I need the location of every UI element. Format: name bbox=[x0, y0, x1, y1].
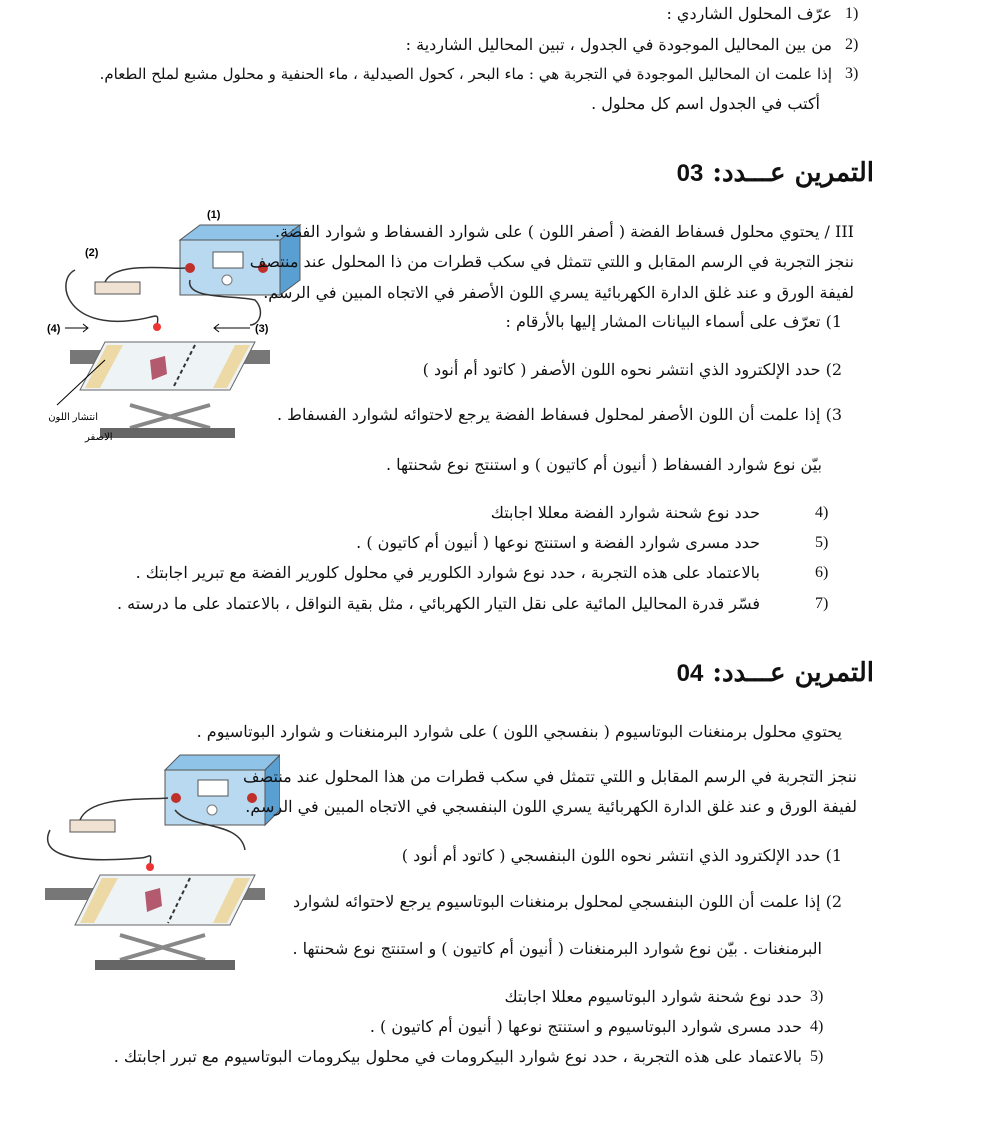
ex4-question-2b: البرمنغنات . بيّن نوع شوارد البرمنغنات ( أنيون أم كاتيون ) و استنتج نوع شحنتها . bbox=[292, 939, 822, 958]
switch bbox=[95, 282, 140, 294]
electrophoresis-diagram-1 bbox=[35, 200, 315, 450]
ex3-paragraph-line: III / يحتوي محلول فسفاط الفضة ( أصفر اللون ) على شوارد الفسفاط و شوارد الفضة. bbox=[274, 222, 854, 241]
ex3-question-6: بالاعتماد على هذه التجربة ، حدد نوع شوارد الكلورير في محلول كلورير الفضة مع تبرير اجابتك . bbox=[135, 563, 760, 582]
ex3-question-1: 1) تعرّف على أسماء البيانات المشار إليها بالأرقام : bbox=[505, 312, 842, 331]
intro-question-3-continuation: أكتب في الجدول اسم كل محلول . bbox=[591, 94, 820, 113]
exercise-04-heading bbox=[677, 658, 874, 688]
caption-line-2: الاصفر bbox=[85, 432, 113, 443]
heading-title: التمرين عـــدد: bbox=[712, 158, 874, 188]
exercise-03-heading bbox=[677, 158, 874, 188]
item-number: 6) bbox=[815, 564, 829, 581]
paper-strip-tray bbox=[70, 342, 270, 438]
ex3-question-5: حدد مسرى شوارد الفضة و استنتج نوعها ( أنيون أم كاتيون ) . bbox=[356, 533, 760, 552]
ex3-question-7: فسّر قدرة المحاليل المائية على نقل التيار الكهربائي ، مثل بقية النواقل ، بالاعتماد على ما درسته . bbox=[116, 594, 760, 613]
ex4-question-1: 1) حدد الإلكترود الذي انتشر نحوه اللون البنفسجي ( كاتود أم أنود ) bbox=[401, 846, 842, 865]
heading-number: 03 bbox=[676, 160, 704, 187]
ex4-question-4: حدد مسرى شوارد البوتاسيوم و استنتج نوعها ( أنيون أم كاتيون ) . bbox=[369, 1017, 802, 1036]
label-2: (2) bbox=[85, 247, 99, 259]
ex3-paragraph-line: ننجز التجربة في الرسم المقابل و اللتي تتمثل في سكب قطرات من ذا المحلول عند منتصف bbox=[249, 252, 854, 271]
item-number: 2) bbox=[845, 36, 859, 53]
item-number: 1) bbox=[845, 5, 859, 22]
ex3-question-4: حدد نوع شحنة شوارد الفضة معللا اجابتك bbox=[490, 503, 760, 522]
arrow-icon bbox=[65, 324, 88, 332]
ex4-paragraph-line: لفيفة الورق و عند غلق الدارة الكهربائية يسري اللون البنفسجي في الاتجاه المبين في الرسم. bbox=[245, 797, 857, 816]
item-number: 5) bbox=[815, 534, 829, 551]
label-1: (1) bbox=[207, 209, 221, 221]
heading-title: التمرين عـــدد: bbox=[712, 658, 874, 688]
ex4-question-2: 2) إذا علمت أن اللون البنفسجي لمحلول برمنغنات البوتاسيوم يرجع لاحتوائه لشوارد bbox=[293, 892, 842, 911]
intro-question-3: إذا علمت ان المحاليل الموجودة في التجربة هي : ماء البحر ، كحول الصيدلية ، ماء الحنفية و محلول مشبع لملح الطعام. bbox=[99, 65, 832, 83]
item-number: 3) bbox=[845, 65, 859, 82]
item-number: 4) bbox=[815, 504, 829, 521]
ex4-paragraph-line: ننجز التجربة في الرسم المقابل و اللتي تتمثل في سكب قطرات من هذا المحلول عند منتصف bbox=[243, 767, 857, 786]
ex4-question-5: بالاعتماد على هذه التجربة ، حدد نوع شوارد البيكرومات في محلول بيكرومات البوتاسيوم مع تبرر اجابتك . bbox=[113, 1047, 802, 1066]
caption-line-1: انتشار اللون bbox=[48, 412, 98, 423]
label-3: (3) bbox=[255, 323, 269, 335]
ex3-question-3b: بيّن نوع شوارد الفسفاط ( أنيون أم كاتيون ) و استنتج نوع شحنتها . bbox=[385, 455, 822, 474]
ex4-question-3: حدد نوع شحنة شوارد البوتاسيوم معللا اجابتك bbox=[504, 987, 802, 1006]
ex4-intro: يحتوي محلول برمنغنات البوتاسيوم ( بنفسجي اللون ) على شوارد البرمنغنات و شوارد البوتاسيوم . bbox=[196, 722, 842, 741]
ex3-question-3: 3) إذا علمت أن اللون الأصفر لمحلول فسفاط الفضة يرجع لاحتوائه لشوارد الفسفاط . bbox=[277, 405, 842, 424]
ex3-paragraph-line: لفيفة الورق و عند غلق الدارة الكهربائية يسري اللون الأصفر في الاتجاه المبين في الرسم. bbox=[263, 283, 854, 302]
item-number: 4) bbox=[810, 1018, 824, 1035]
intro-question-1: عرّف المحلول الشاردي : bbox=[666, 4, 832, 23]
arrow-icon bbox=[214, 324, 250, 332]
ex3-question-2: 2) حدد الإلكترود الذي انتشر نحوه اللون الأصفر ( كاتود أم أنود ) bbox=[422, 360, 842, 379]
intro-question-2: من بين المحاليل الموجودة في الجدول ، تبين المحاليل الشاردية : bbox=[405, 35, 832, 54]
item-number: 7) bbox=[815, 595, 829, 612]
item-number: 3) bbox=[810, 988, 824, 1005]
heading-number: 04 bbox=[676, 660, 704, 687]
item-number: 5) bbox=[810, 1048, 824, 1065]
label-4: (4) bbox=[47, 323, 61, 335]
